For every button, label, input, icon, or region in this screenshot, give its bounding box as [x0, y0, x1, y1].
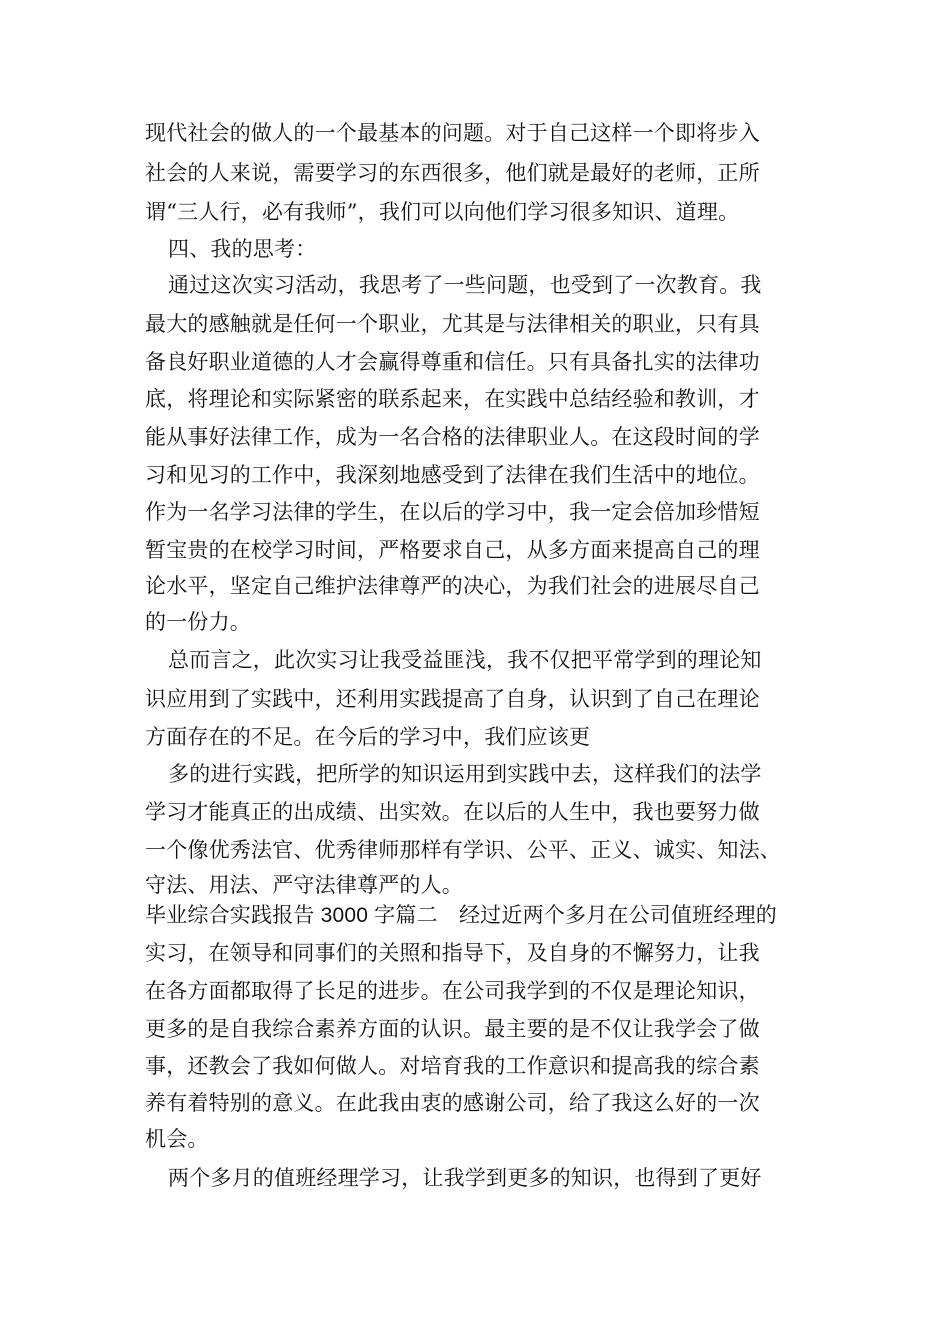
text-line: 一个像优秀法官、优秀律师那样有学识、公平、正义、诚实、知法、	[145, 838, 781, 862]
text-line: 社会的人来说，需要学习的东西很多，他们就是最好的老师，正所	[145, 161, 760, 185]
text-line: 谓“三人行，必有我师”，我们可以向他们学习很多知识、道理。	[145, 200, 740, 224]
text-line: 机会。	[145, 1127, 209, 1151]
text-line: 习和见习的工作中，我深刻地感受到了法律在我们生活中的地位。	[145, 463, 760, 487]
text-line: 方面存在的不足。在今后的学习中，我们应该更	[145, 725, 591, 749]
section-heading: 四、我的思考：	[168, 237, 317, 261]
text-line: 多的进行实践，把所学的知识运用到实践中去，这样我们的法学	[168, 762, 762, 786]
text-line: 两个多月的值班经理学习，让我学到更多的知识，也得到了更好	[168, 1166, 762, 1190]
text-line: 现代社会的做人的一个最基本的问题。对于自己这样一个即将步入	[145, 121, 760, 145]
text-line: 能从事好法律工作，成为一名合格的法律职业人。在这段时间的学	[145, 425, 760, 449]
text-line: 总而言之，此次实习让我受益匪浅，我不仅把平常学到的理论知	[168, 648, 762, 672]
section-title-line: 毕业综合实践报告 3000 字篇二 经过近两个多月在公司值班经理的	[145, 904, 777, 927]
text-line: 通过这次实习活动，我思考了一些问题，也受到了一次教育。我	[168, 273, 762, 297]
text-line: 在各方面都取得了长足的进步。在公司我学到的不仅是理论知识，	[145, 979, 760, 1003]
text-line: 养有着特别的意义。在此我由衷的感谢公司，给了我这么好的一次	[145, 1091, 760, 1115]
text-line: 更多的是自我综合素养方面的认识。最主要的是不仅让我学会了做	[145, 1017, 760, 1041]
text-line: 底，将理论和实际紧密的联系起来，在实践中总结经验和教训，才	[145, 387, 760, 411]
text-line: 作为一名学习法律的学生，在以后的学习中，我一定会倍加珍惜短	[145, 500, 760, 524]
text-line: 事，还教会了我如何做人。对培育我的工作意识和提高我的综合素	[145, 1054, 760, 1078]
text-line: 备良好职业道德的人才会赢得尊重和信任。只有具备扎实的法律功	[145, 350, 760, 374]
text-line: 守法、用法、严守法律尊严的人。	[145, 873, 463, 897]
text-line: 论水平，坚定自己维护法律尊严的决心，为我们社会的进展尽自己	[145, 574, 760, 598]
text-line: 最大的感触就是任何一个职业，尤其是与法律相关的职业，只有具	[145, 312, 760, 336]
text-line: 学习才能真正的出成绩、出实效。在以后的人生中，我也要努力做	[145, 800, 760, 824]
text-line: 暂宝贵的在校学习时间，严格要求自己，从多方面来提高自己的理	[145, 538, 760, 562]
text-line: 实习，在领导和同事们的关照和指导下，及自身的不懈努力，让我	[145, 941, 760, 965]
text-line: 识应用到了实践中，还利用实践提高了自身，认识到了自己在理论	[145, 687, 760, 711]
text-line: 的一份力。	[145, 610, 251, 634]
